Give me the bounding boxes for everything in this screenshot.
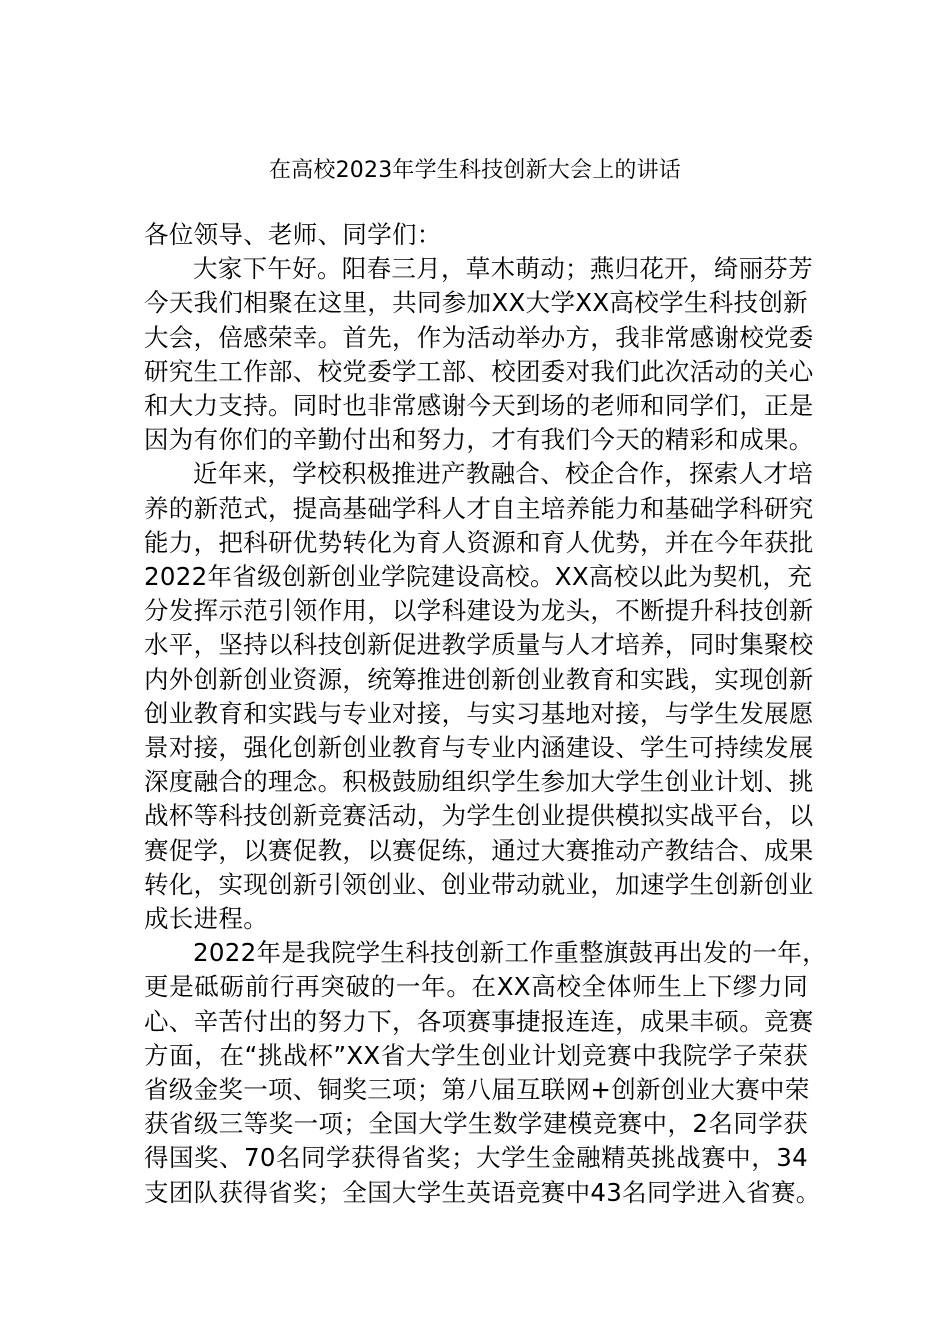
text-line: 近年来，学校积极推进产教融合、校企合作，探索人才培	[193, 459, 813, 489]
paragraph-1	[144, 252, 814, 457]
text-line: 研究生工作部、校党委学工部、校团委对我们此次活动的关心	[144, 356, 814, 386]
text-line: 支团队获得省奖；全国大学生英语竞赛中43名同学进入省赛。	[144, 1177, 821, 1207]
text-line: 水平，坚持以科技创新促进教学质量与人才培养，同时集聚校	[144, 630, 814, 660]
text-line: 2022年是我院学生科技创新工作重整旗鼓再出发的一年，	[193, 938, 827, 968]
text-line: 转化，实现创新引领创业、创业带动就业，加速学生创新创业	[144, 869, 814, 899]
text-line: 大会，倍感荣幸。首先，作为活动举办方，我非常感谢校党委	[144, 322, 814, 352]
document-body	[144, 218, 827, 1210]
text-line: 赛促学，以赛促教，以赛促练，通过大赛推动产教结合、成果	[144, 835, 814, 865]
text-line: 大家下午好。阳春三月，草木萌动；燕归花开，绮丽芬芳	[193, 254, 813, 284]
text-line: 省级金奖一项、铜奖三项；第八届互联网+创新创业大赛中荣	[144, 1075, 810, 1105]
text-line: 心、辛苦付出的努力下，各项赛事捷报连连，成果丰硕。竞赛	[144, 1006, 814, 1036]
text-line: 更是砥砺前行再突破的一年。在XX高校全体师生上下缪力同	[144, 972, 808, 1002]
text-line: 2022年省级创新创业学院建设高校。XX高校以此为契机，充	[144, 562, 813, 592]
text-line: 养的新范式，提高基础学科人才自主培养能力和基础学科研究	[144, 493, 814, 523]
text-line: 能力，把科研优势转化为育人资源和育人优势，并在今年获批	[144, 527, 814, 557]
text-line: 获省级三等奖一项；全国大学生数学建模竞赛中，2名同学获	[144, 1109, 808, 1139]
text-line: 创业教育和实践与专业对接，与实习基地对接，与学生发展愿	[144, 698, 814, 728]
text-line: 深度融合的理念。积极鼓励组织学生参加大学生创业计划、挑	[144, 767, 814, 797]
text-line: 因为有你们的辛勤付出和努力，才有我们今天的精彩和成果。	[144, 425, 814, 455]
text-line: 今天我们相聚在这里，共同参加XX大学XX高校学生科技创新	[144, 288, 808, 318]
text-line: 得国奖、70名同学获得省奖；大学生金融精英挑战赛中，34	[144, 1143, 808, 1173]
paragraph-2	[144, 457, 814, 936]
text-line: 景对接，强化创新创业教育与专业内涵建设、学生可持续发展	[144, 733, 814, 763]
paragraph-3	[144, 936, 827, 1210]
document-title: 在高校2023年学生科技创新大会上的讲话	[269, 158, 681, 183]
text-line: 和大力支持。同时也非常感谢今天到场的老师和同学们，正是	[144, 391, 814, 421]
text-line: 战杯等科技创新竞赛活动，为学生创业提供模拟实战平台，以	[144, 801, 814, 831]
text-line: 成长进程。	[144, 904, 268, 934]
salutation: 各位领导、老师、同学们：	[144, 220, 442, 249]
text-line: 分发挥示范引领作用，以学科建设为龙头，不断提升科技创新	[144, 596, 814, 626]
text-line: 方面，在“挑战杯”XX省大学生创业计划竞赛中我院学子荣获	[144, 1040, 808, 1070]
text-line: 内外创新创业资源，统筹推进创新创业教育和实践，实现创新	[144, 664, 814, 694]
